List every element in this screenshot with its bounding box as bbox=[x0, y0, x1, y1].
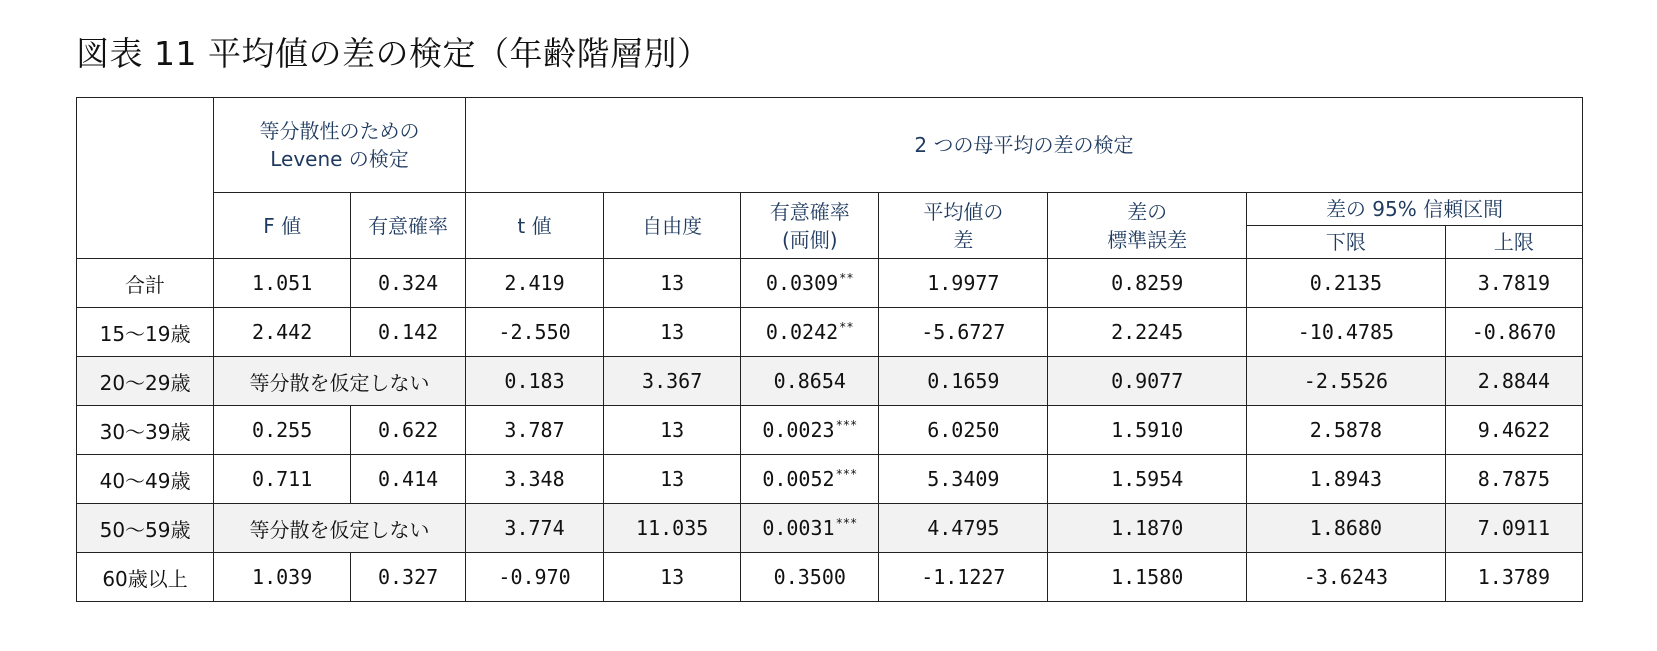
std-error-cell: 1.1870 bbox=[1048, 504, 1247, 553]
ci-lower-cell: 1.8680 bbox=[1247, 504, 1446, 553]
levene-sig-header: 有意確率 bbox=[351, 193, 466, 259]
table-row bbox=[77, 406, 1583, 455]
significance-stars: ** bbox=[839, 320, 854, 335]
sig-two-tailed-cell bbox=[741, 406, 879, 455]
std-error-cell: 1.1580 bbox=[1048, 553, 1247, 602]
table-title: 図表 11 平均値の差の検定（年齢階層別） bbox=[76, 34, 711, 73]
df-header: 自由度 bbox=[604, 193, 741, 259]
ttest-group-header: 2 つの母平均の差の検定 bbox=[465, 98, 1582, 193]
row-label: 40～49歳 bbox=[77, 455, 214, 504]
row-label: 60歳以上 bbox=[77, 553, 214, 602]
ci-lower-cell: -10.4785 bbox=[1247, 308, 1446, 357]
mean-diff-header: 平均値の 差 bbox=[879, 193, 1048, 259]
ci-upper-cell: 1.3789 bbox=[1445, 553, 1582, 602]
df-cell: 13 bbox=[604, 259, 741, 308]
sig-value: 0.8654 bbox=[773, 369, 846, 393]
significance-stars: *** bbox=[835, 467, 858, 482]
sig-value: 0.3500 bbox=[773, 565, 846, 589]
sig-two-tailed-cell bbox=[741, 259, 879, 308]
table-body bbox=[77, 259, 1583, 602]
df-cell: 13 bbox=[604, 308, 741, 357]
t-value-cell: 2.419 bbox=[465, 259, 603, 308]
ci-lower-cell: 1.8943 bbox=[1247, 455, 1446, 504]
mean-diff-cell: 6.0250 bbox=[879, 406, 1048, 455]
corner-cell bbox=[77, 98, 214, 259]
table-row bbox=[77, 357, 1583, 406]
levene-sig-cell: 0.327 bbox=[351, 553, 466, 602]
sig-two-tailed-cell bbox=[741, 308, 879, 357]
mean-diff-cell: 5.3409 bbox=[879, 455, 1048, 504]
table-row bbox=[77, 504, 1583, 553]
sig-two-tailed-cell bbox=[741, 553, 879, 602]
sig-value: 0.0031 bbox=[762, 516, 835, 540]
std-error-cell: 0.9077 bbox=[1048, 357, 1247, 406]
df-cell: 13 bbox=[604, 455, 741, 504]
mean-diff-cell: -5.6727 bbox=[879, 308, 1048, 357]
t-value-cell: -0.970 bbox=[465, 553, 603, 602]
f-value-cell: 1.051 bbox=[214, 259, 351, 308]
std-error-cell: 2.2245 bbox=[1048, 308, 1247, 357]
std-error-header: 差の 標準誤差 bbox=[1048, 193, 1247, 259]
df-cell: 13 bbox=[604, 406, 741, 455]
f-value-cell: 1.039 bbox=[214, 553, 351, 602]
sig-value: 0.0023 bbox=[762, 418, 835, 442]
ci-lower-cell: 0.2135 bbox=[1247, 259, 1446, 308]
sig-two-tailed-cell bbox=[741, 357, 879, 406]
levene-sig-cell: 0.324 bbox=[351, 259, 466, 308]
mean-diff-cell: 1.9977 bbox=[879, 259, 1048, 308]
mean-diff-cell: 4.4795 bbox=[879, 504, 1048, 553]
t-value-cell: -2.550 bbox=[465, 308, 603, 357]
ci-upper-cell: 8.7875 bbox=[1445, 455, 1582, 504]
sig-two-tailed-cell bbox=[741, 504, 879, 553]
df-cell: 11.035 bbox=[604, 504, 741, 553]
mean-diff-cell: 0.1659 bbox=[879, 357, 1048, 406]
std-error-cell: 0.8259 bbox=[1048, 259, 1247, 308]
sig-value: 0.0309 bbox=[765, 271, 839, 295]
table-row bbox=[77, 259, 1583, 308]
row-label: 15～19歳 bbox=[77, 308, 214, 357]
row-label: 20～29歳 bbox=[77, 357, 214, 406]
levene-sig-cell: 0.622 bbox=[351, 406, 466, 455]
ci-upper-cell: 2.8844 bbox=[1445, 357, 1582, 406]
table-row bbox=[77, 455, 1583, 504]
f-value-header: F 値 bbox=[214, 193, 351, 259]
t-value-cell: 3.348 bbox=[465, 455, 603, 504]
ci-upper-header: 上限 bbox=[1445, 226, 1582, 259]
f-value-cell: 0.711 bbox=[214, 455, 351, 504]
t-value-cell: 3.787 bbox=[465, 406, 603, 455]
ci-upper-cell: 7.0911 bbox=[1445, 504, 1582, 553]
results-table bbox=[76, 97, 1583, 602]
ci-upper-cell: 3.7819 bbox=[1445, 259, 1582, 308]
table-row bbox=[77, 308, 1583, 357]
t-value-cell: 3.774 bbox=[465, 504, 603, 553]
sig-two-tailed-header: 有意確率 (両側) bbox=[741, 193, 879, 259]
std-error-cell: 1.5954 bbox=[1048, 455, 1247, 504]
equal-variance-not-assumed-cell: 等分散を仮定しない bbox=[214, 357, 466, 406]
ci-lower-cell: 2.5878 bbox=[1247, 406, 1446, 455]
ci-lower-header: 下限 bbox=[1247, 226, 1446, 259]
levene-group-header: 等分散性のための Levene の検定 bbox=[214, 98, 466, 193]
sig-value: 0.0052 bbox=[762, 467, 835, 491]
ci-group-header: 差の 95% 信頼区間 bbox=[1247, 193, 1583, 226]
df-cell: 3.367 bbox=[604, 357, 741, 406]
levene-sig-cell: 0.142 bbox=[351, 308, 466, 357]
table-row bbox=[77, 553, 1583, 602]
t-value-cell: 0.183 bbox=[465, 357, 603, 406]
f-value-cell: 2.442 bbox=[214, 308, 351, 357]
levene-sig-cell: 0.414 bbox=[351, 455, 466, 504]
equal-variance-not-assumed-cell: 等分散を仮定しない bbox=[214, 504, 466, 553]
t-value-header: t 値 bbox=[465, 193, 603, 259]
f-value-cell: 0.255 bbox=[214, 406, 351, 455]
sig-value: 0.0242 bbox=[765, 320, 839, 344]
significance-stars: *** bbox=[835, 418, 858, 433]
row-label: 30～39歳 bbox=[77, 406, 214, 455]
row-label: 合計 bbox=[77, 259, 214, 308]
ci-upper-cell: -0.8670 bbox=[1445, 308, 1582, 357]
row-label: 50～59歳 bbox=[77, 504, 214, 553]
ci-lower-cell: -2.5526 bbox=[1247, 357, 1446, 406]
std-error-cell: 1.5910 bbox=[1048, 406, 1247, 455]
ci-lower-cell: -3.6243 bbox=[1247, 553, 1446, 602]
significance-stars: *** bbox=[835, 516, 858, 531]
sig-two-tailed-cell bbox=[741, 455, 879, 504]
df-cell: 13 bbox=[604, 553, 741, 602]
significance-stars: ** bbox=[839, 271, 854, 286]
mean-diff-cell: -1.1227 bbox=[879, 553, 1048, 602]
ci-upper-cell: 9.4622 bbox=[1445, 406, 1582, 455]
